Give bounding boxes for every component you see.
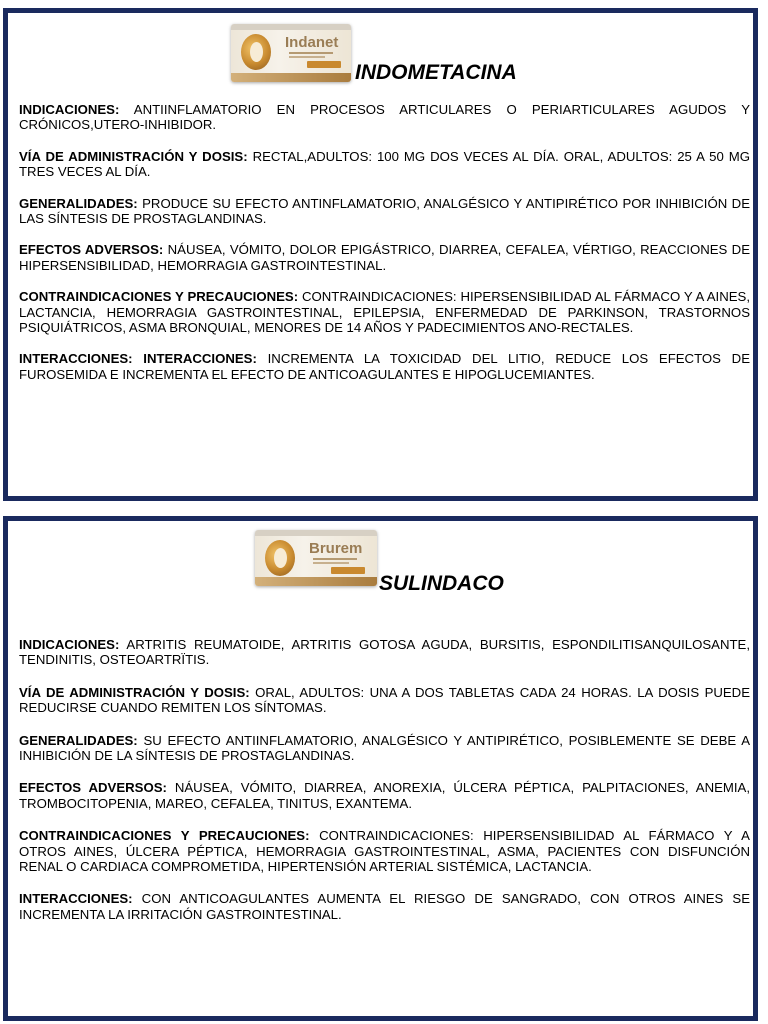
drug-card-indometacina — [3, 8, 758, 501]
section-text: PRODUCE SU EFECTO ANTINFLAMATORIO, ANALGÉSICO Y ANTIPIRÉTICO POR INHIBICIÓN DE LAS SÍNTESIS DE PROSTAGLANDINAS. — [19, 195, 750, 227]
section-text: NÁUSEA, VÓMITO, DIARREA, ANOREXIA, ÚLCERA PÉPTICA, PALPITACIONES, ANEMIA, TROMBOCITOPENIA, MAREO, CEFALEA, TINITUS, EXANTEMA. — [19, 780, 751, 811]
section-label: EFECTOS ADVERSOS: — [19, 242, 164, 258]
package-brand-name: Brurem — [309, 540, 363, 557]
section-label: GENERALIDADES: — [19, 195, 138, 211]
package-image-brurem — [255, 530, 377, 586]
section-label: VÍA DE ADMINISTRACIÓN Y DOSIS: — [19, 148, 248, 164]
drug-card-sulindaco — [3, 516, 758, 1021]
section-label: INDICACIONES: — [19, 102, 120, 117]
section-text: NÁUSEA, VÓMITO, DOLOR EPIGÁSTRICO, DIARREA, CEFALEA, VÉRTIGO, REACCIONES DE HIPERSENSIBILIDAD, HEMORRAGIA GASTROINTESTINAL. — [19, 242, 750, 273]
section-text: ANTIINFLAMATORIO EN PROCESOS ARTICULARES O PERIARTICULARES AGUDOS Y CRÓNICOS,UTERO-INHIBIDOR. — [19, 102, 750, 133]
section-label: CONTRAINDICACIONES Y PRECAUCIONES: — [19, 289, 299, 305]
section-label: INDICACIONES: — [19, 637, 120, 652]
drug-info-sections — [19, 102, 750, 382]
drug-title: SULINDACO — [379, 572, 504, 595]
section-label: INTERACCIONES: — [19, 891, 133, 907]
section-via-administracion — [19, 149, 750, 180]
drug-info-sections — [19, 637, 750, 922]
section-label: CONTRAINDICACIONES Y PRECAUCIONES: — [19, 828, 310, 844]
package-brand-name: Indanet — [285, 34, 339, 51]
section-interacciones — [19, 351, 750, 382]
section-label: INTERACCIONES: INTERACCIONES: — [19, 351, 257, 367]
section-generalidades — [19, 196, 750, 227]
section-indicaciones — [19, 102, 750, 133]
section-efectos-adversos — [19, 780, 750, 811]
section-text: CON ANTICOAGULANTES AUMENTA EL RIESGO DE SANGRADO, CON OTROS AINES SE INCREMENTA LA IRRITACIÓN GASTROINTESTINAL. — [19, 891, 750, 922]
section-text: ARTRITIS REUMATOIDE, ARTRITIS GOTOSA AGUDA, BURSITIS, ESPONDILITISANQUILOSANTE, TENDINITIS, OSTEOARTRÏTIS. — [19, 637, 750, 668]
package-image-indanet — [231, 24, 351, 82]
section-contraindicaciones — [19, 289, 750, 335]
section-indicaciones — [19, 637, 750, 668]
brand-logo-icon — [265, 540, 295, 576]
section-text: CONTRAINDICACIONES: HIPERSENSIBILIDAD AL FÁRMACO Y A AINES, LACTANCIA, HEMORRAGIA GASTROINTESTINAL, EPILEPSIA, ENFERMEDAD DE PARKINSON, TRASTORNOS PSIQUIÁTRICOS, ASMA BRONQUIAL, MENORES DE 14 AÑOS Y PADECIMIENTOS ANO-RECTALES. — [19, 289, 750, 336]
drug-title: INDOMETACINA — [355, 61, 517, 84]
section-interacciones — [19, 891, 750, 922]
section-label: EFECTOS ADVERSOS: — [19, 780, 167, 796]
section-text: SU EFECTO ANTIINFLAMATORIO, ANALGÉSICO Y ANTIPIRÉTICO, POSIBLEMENTE SE DEBE A INHIBICIÓN DE LA SÍNTESIS DE PROSTAGLANDINAS. — [19, 732, 750, 764]
section-text: RECTAL,ADULTOS: 100 MG DOS VECES AL DÍA. ORAL, ADULTOS: 25 A 50 MG TRES VECES AL DÍA. — [19, 148, 750, 180]
section-efectos-adversos — [19, 242, 750, 273]
section-generalidades — [19, 733, 750, 764]
section-contraindicaciones — [19, 828, 750, 874]
section-label: VÍA DE ADMINISTRACIÓN Y DOSIS: — [19, 684, 250, 700]
brand-logo-icon — [241, 34, 271, 70]
section-text: INCREMENTA LA TOXICIDAD DEL LITIO, REDUCE LOS EFECTOS DE FUROSEMIDA E INCREMENTA EL EFECTO DE ANTICOAGULANTES E HIPOGLUCEMIANTES. — [19, 351, 750, 382]
section-label: GENERALIDADES: — [19, 732, 138, 748]
section-via-administracion — [19, 685, 750, 716]
section-text: ORAL, ADULTOS: UNA A DOS TABLETAS CADA 24 HORAS. LA DOSIS PUEDE REDUCIRSE CUANDO REMITEN LOS SÍNTOMAS. — [19, 684, 751, 716]
section-text: CONTRAINDICACIONES: HIPERSENSIBILIDAD AL FÁRMACO Y A OTROS AINES, ÚLCERA PÉPTICA, HEMORRAGIA GASTROINTESTINAL, ASMA, PACIENTES CON DISFUNCIÓN RENAL O CARDIACA COMPROMETIDA, HIPERTENSIÓN ARTERIAL SISTÉMICA, LACTANCIA. — [19, 828, 750, 875]
